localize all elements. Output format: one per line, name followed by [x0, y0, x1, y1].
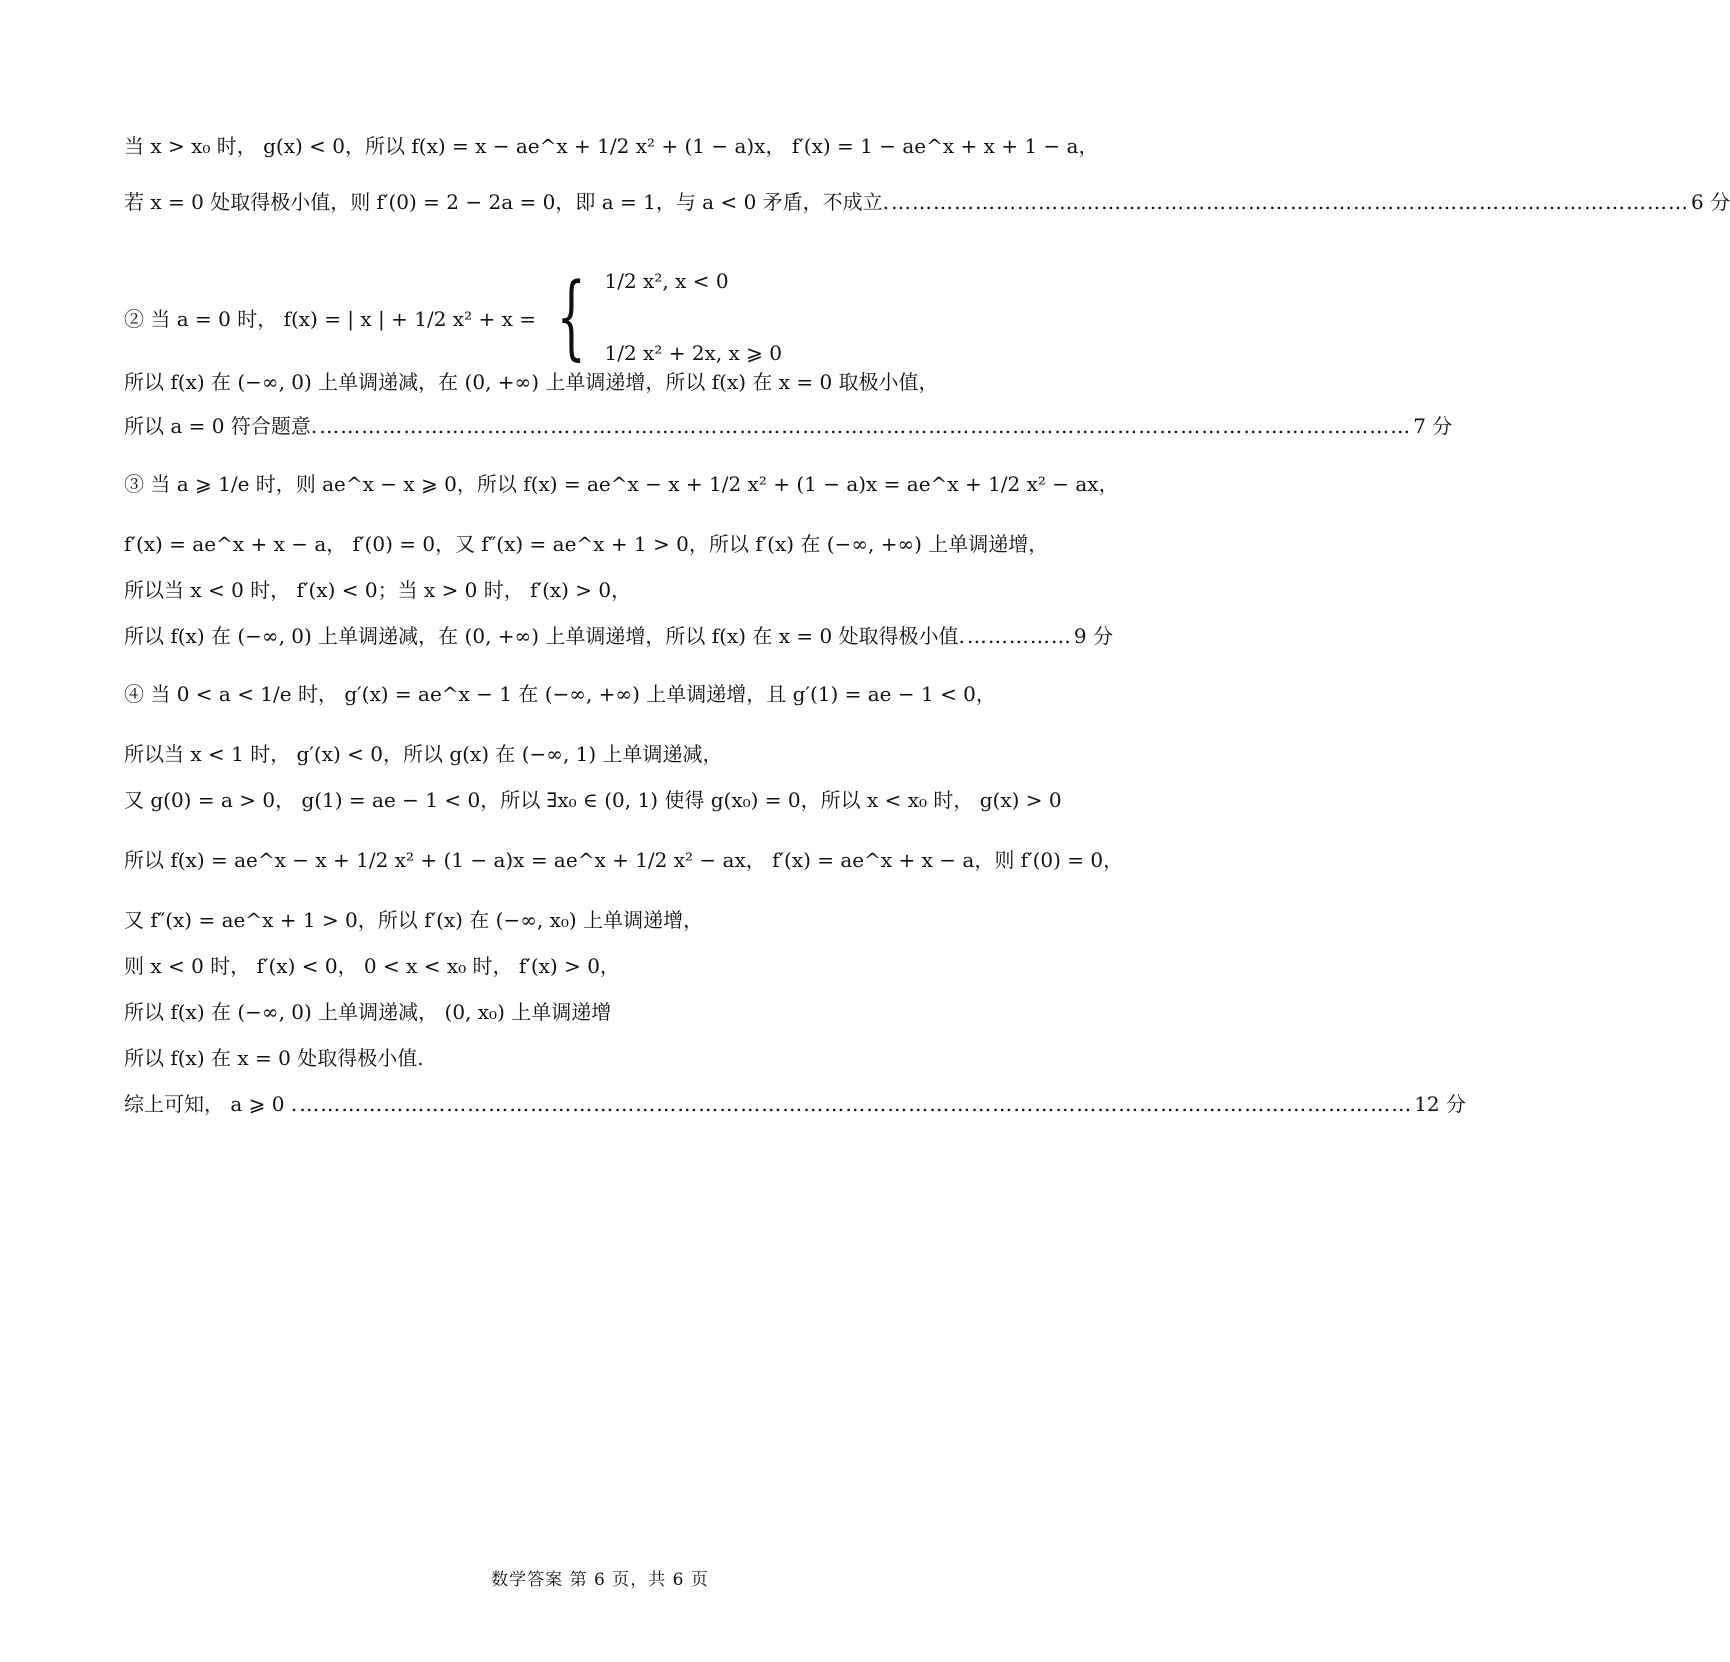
line-case4-intro: ④ 当 0 < a < 1/e 时， g′(x) = ae^x − 1 在 (−∞, +∞) 上单调递增，且 g′(1) = ae − 1 < 0， — [124, 682, 996, 706]
piecewise-case: 1/2 x² + 2x, x ⩾ 0 — [604, 341, 783, 365]
line-case4-root: 又 g(0) = a > 0， g(1) = ae − 1 < 0，所以 ∃x₀ ∈ (0, 1) 使得 g(x₀) = 0，所以 x < x₀ 时， g(x) > 0 — [124, 788, 1062, 812]
line-text: 若 x = 0 处取得极小值，则 f′(0) = 2 − 2a = 0，即 a = 1，与 a < 0 矛盾，不成立. — [124, 190, 890, 214]
leader-dots: …………………………………………………………………………………………………… — [891, 190, 1690, 214]
line-case4-f-expression: 所以 f(x) = ae^x − x + 1/2 x² + (1 − a)x = ae^x + 1/2 x² − ax， f′(x) = ae^x + x − a，则 f′(0) = 0， — [124, 848, 1124, 872]
line-case4-monotonic: 所以 f(x) 在 (−∞, 0) 上单调递减， (0, x₀) 上单调递增 — [124, 1000, 612, 1024]
score-points: 9 分 — [1073, 624, 1114, 648]
line-case3-derivative: f′(x) = ae^x + x − a， f′(0) = 0，又 f″(x) = ae^x + 1 > 0，所以 f′(x) 在 (−∞, +∞) 上单调递增， — [124, 532, 1049, 556]
line-case4-sign: 则 x < 0 时， f′(x) < 0， 0 < x < x₀ 时， f′(x) > 0， — [124, 954, 620, 978]
brace-icon: { — [556, 263, 586, 370]
piecewise-cases — [605, 269, 783, 365]
leader-dots: …………………………………………………………………………………………………………………………………………… — [299, 1092, 1413, 1116]
piecewise-lead: ② 当 a = 0 时， f(x) = | x | + 1/2 x² + x = — [124, 306, 536, 331]
leader-dots: ………………………………………………………………………………………………………………………………………… — [319, 414, 1412, 438]
line-monotonic-a0: 所以 f(x) 在 (−∞, 0) 上单调递减，在 (0, +∞) 上单调递增，所以 f(x) 在 x = 0 取极小值， — [124, 370, 939, 394]
line-case1-tail: 当 x > x₀ 时， g(x) < 0，所以 f(x) = x − ae^x + 1/2 x² + (1 − a)x， f′(x) = 1 − ae^x + x + 1 − a， — [124, 134, 1099, 158]
line-7-points — [124, 412, 1453, 440]
score-points: 12 分 — [1414, 1092, 1467, 1116]
line-case4-gdecrease: 所以当 x < 1 时， g′(x) < 0，所以 g(x) 在 (−∞, 1) 上单调递减， — [124, 742, 723, 766]
line-text: 综上可知， a ⩾ 0 . — [124, 1092, 298, 1116]
line-9-points — [124, 622, 1114, 650]
line-case3-intro: ③ 当 a ⩾ 1/e 时，则 ae^x − x ⩾ 0，所以 f(x) = ae^x − x + 1/2 x² + (1 − a)x = ae^x + 1/2 x² − ax， — [124, 472, 1119, 496]
piecewise-definition — [124, 262, 1080, 372]
piecewise-case: 1/2 x², x < 0 — [604, 269, 729, 293]
line-case4-conclusion: 所以 f(x) 在 x = 0 处取得极小值. — [124, 1046, 424, 1070]
line-12-points — [124, 1090, 1467, 1118]
score-points: 6 分 — [1691, 190, 1730, 214]
score-points: 7 分 — [1413, 414, 1453, 438]
leader-dots: …………… — [966, 624, 1072, 648]
page-footer: 数学答案 第 6 页，共 6 页 — [491, 1570, 709, 1590]
line-text: 所以 f(x) 在 (−∞, 0) 上单调递减，在 (0, +∞) 上单调递增，所以 f(x) 在 x = 0 处取得极小值. — [124, 624, 965, 648]
line-text: 所以 a = 0 符合题意. — [124, 414, 318, 438]
line-6-points — [124, 188, 1730, 216]
line-case3-sign: 所以当 x < 0 时， f′(x) < 0；当 x > 0 时， f′(x) > 0， — [124, 578, 632, 602]
line-case4-second-derivative: 又 f″(x) = ae^x + 1 > 0，所以 f′(x) 在 (−∞, x₀) 上单调递增， — [124, 908, 704, 932]
